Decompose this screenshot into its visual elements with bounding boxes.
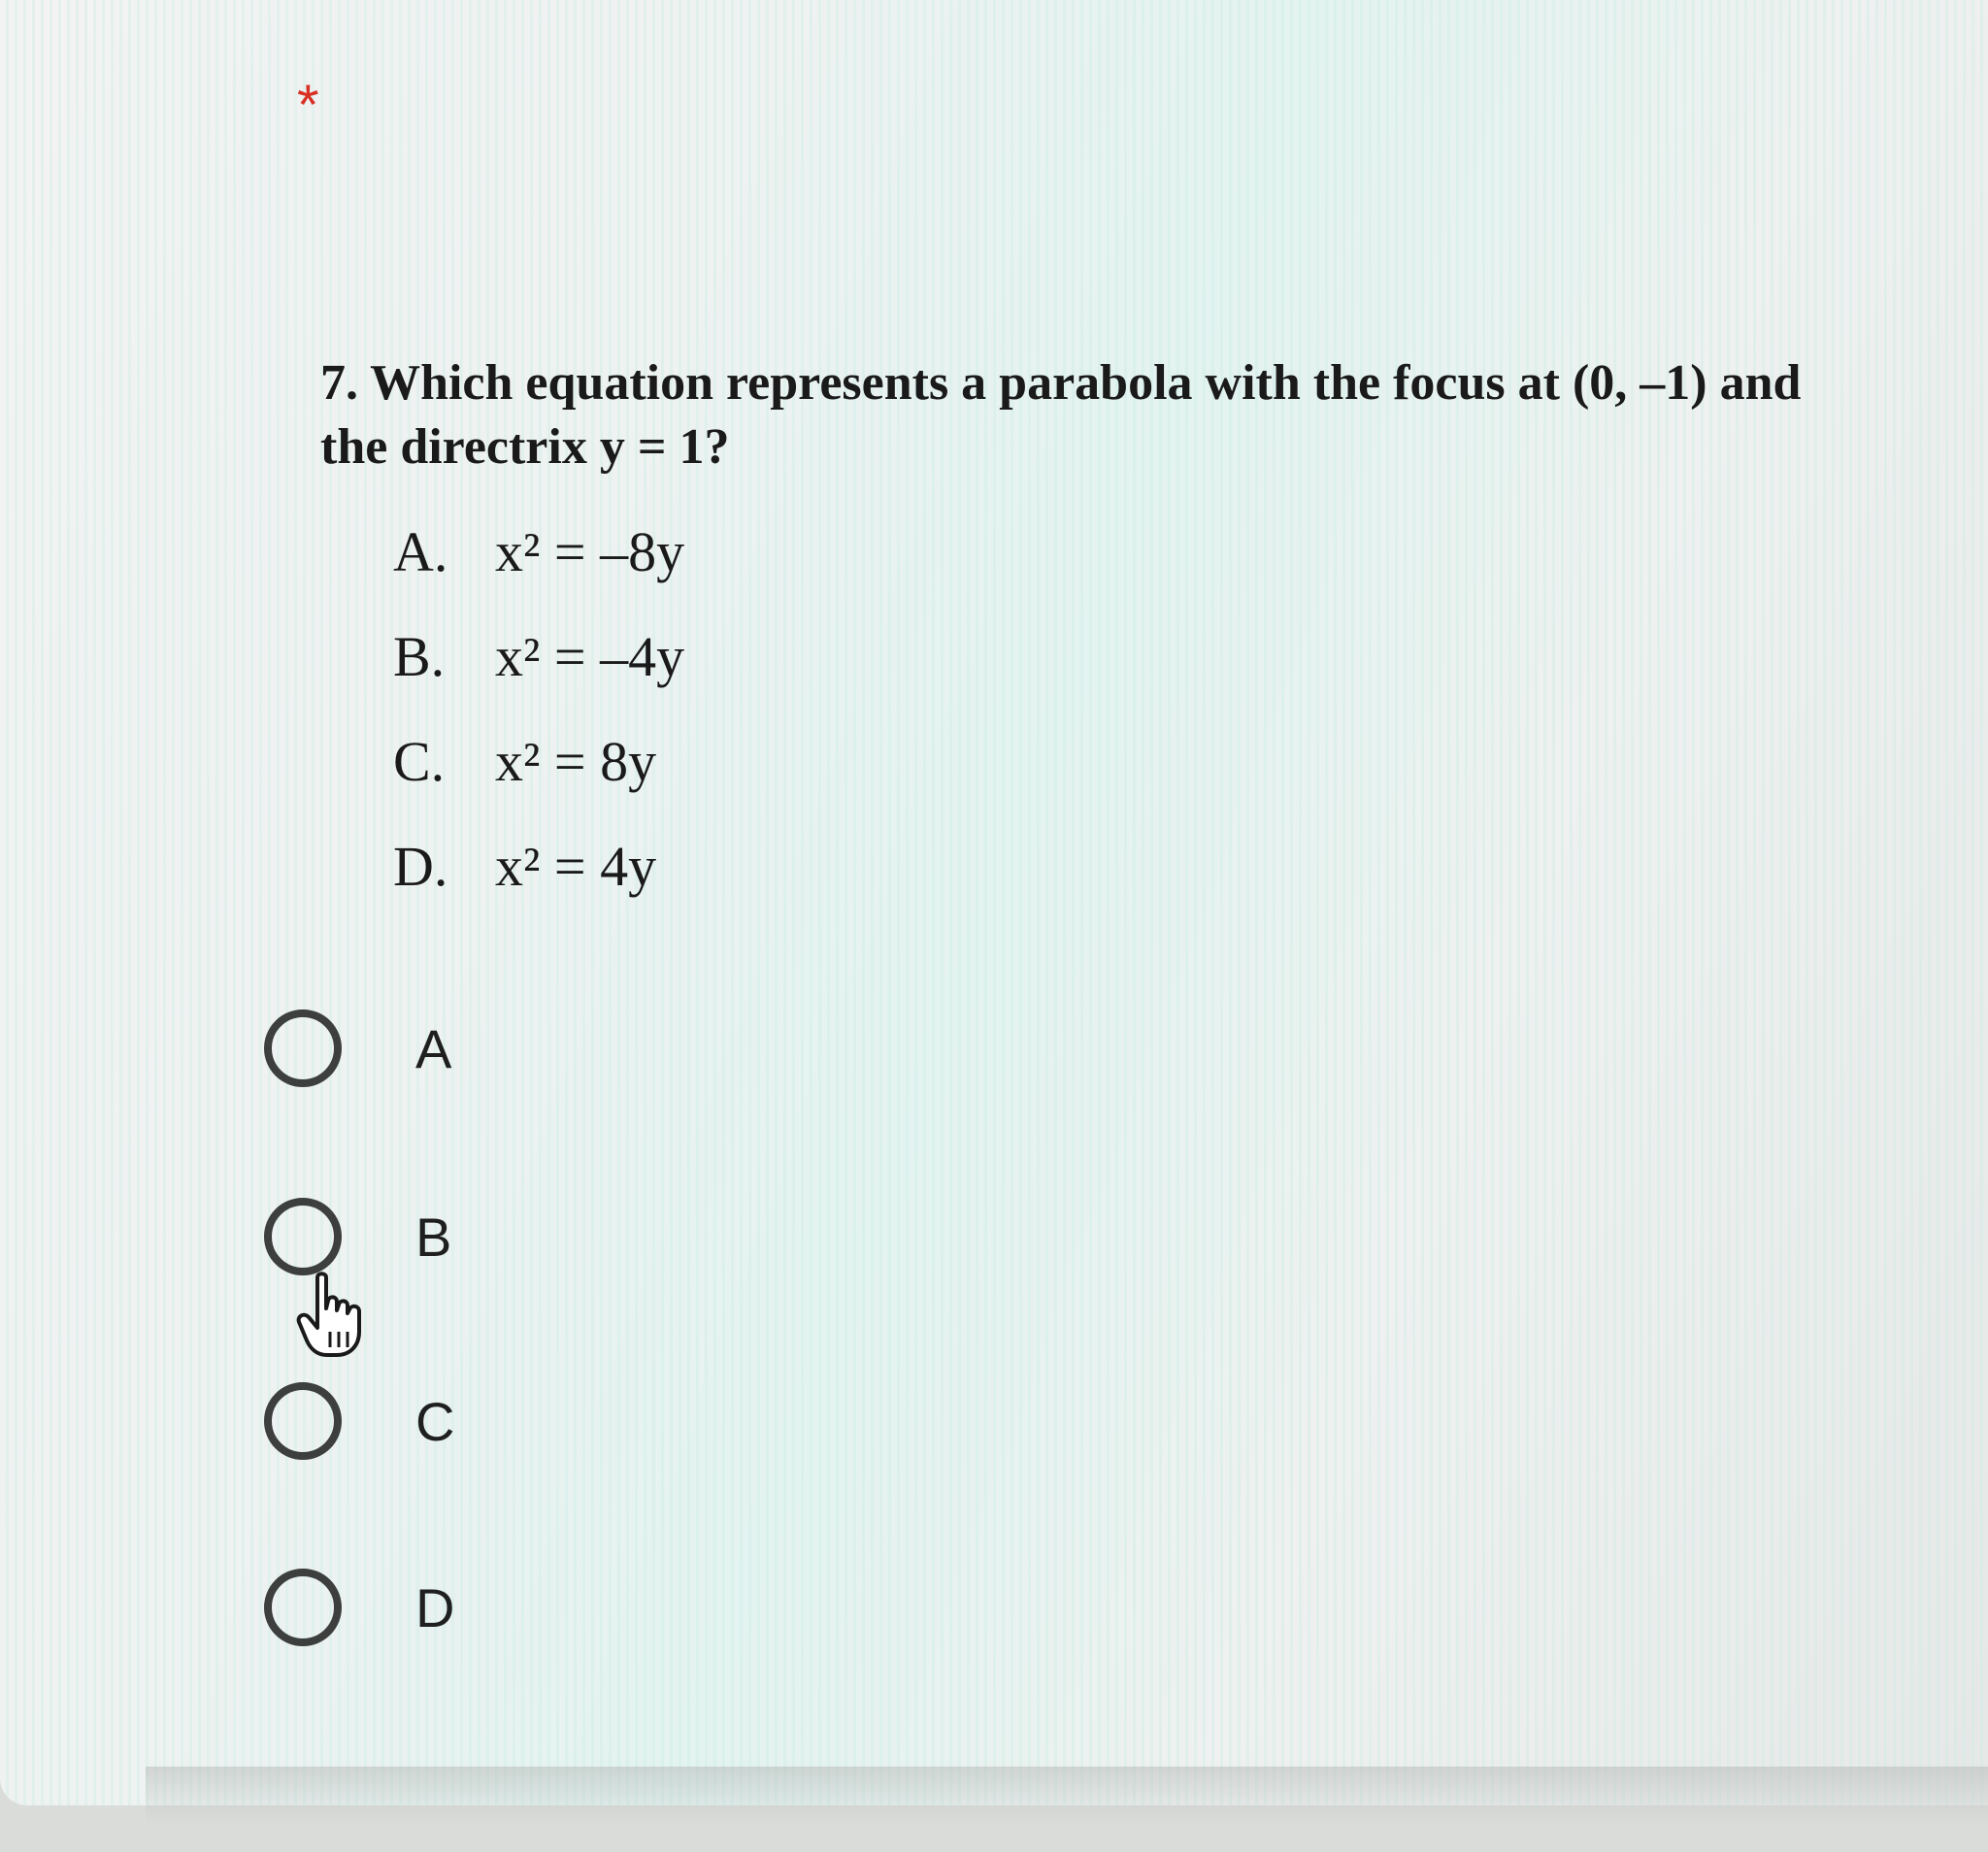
- option-label-b: B: [415, 1206, 452, 1268]
- required-marker: *: [297, 74, 319, 137]
- card-bottom-shadow: [146, 1767, 1988, 1825]
- printed-choice-equation: x² = 8y: [495, 730, 657, 793]
- printed-choice-letter: D.: [393, 835, 448, 898]
- hand-pointer-icon: [296, 1272, 372, 1359]
- option-a[interactable]: [264, 1000, 652, 1097]
- question-body: Which equation represents a parabola with the focus at (0, –1) and the directrix y = 1?: [320, 355, 1802, 475]
- radio-button-d[interactable]: [264, 1569, 342, 1646]
- option-b[interactable]: [264, 1188, 652, 1285]
- printed-choices: [393, 519, 684, 939]
- printed-choice-c: [393, 729, 684, 834]
- question-text: [320, 351, 1835, 480]
- printed-choice-equation: x² = –4y: [495, 625, 685, 688]
- option-c[interactable]: [264, 1372, 652, 1470]
- printed-choice-b: [393, 624, 684, 729]
- printed-choice-letter: B.: [393, 625, 446, 688]
- option-label-a: A: [415, 1017, 452, 1079]
- option-label-d: D: [415, 1576, 455, 1638]
- radio-button-b[interactable]: [264, 1198, 342, 1275]
- option-d[interactable]: [264, 1559, 652, 1656]
- radio-button-c[interactable]: [264, 1382, 342, 1460]
- printed-choice-d: [393, 834, 684, 939]
- radio-button-a[interactable]: [264, 1009, 342, 1087]
- option-label-c: C: [415, 1390, 455, 1452]
- printed-choice-letter: C.: [393, 730, 446, 793]
- printed-choice-letter: A.: [393, 520, 448, 583]
- printed-choice-equation: x² = 4y: [495, 835, 657, 898]
- printed-choice-equation: x² = –8y: [495, 520, 685, 583]
- printed-choice-a: [393, 519, 684, 624]
- question-number: 7.: [320, 355, 358, 411]
